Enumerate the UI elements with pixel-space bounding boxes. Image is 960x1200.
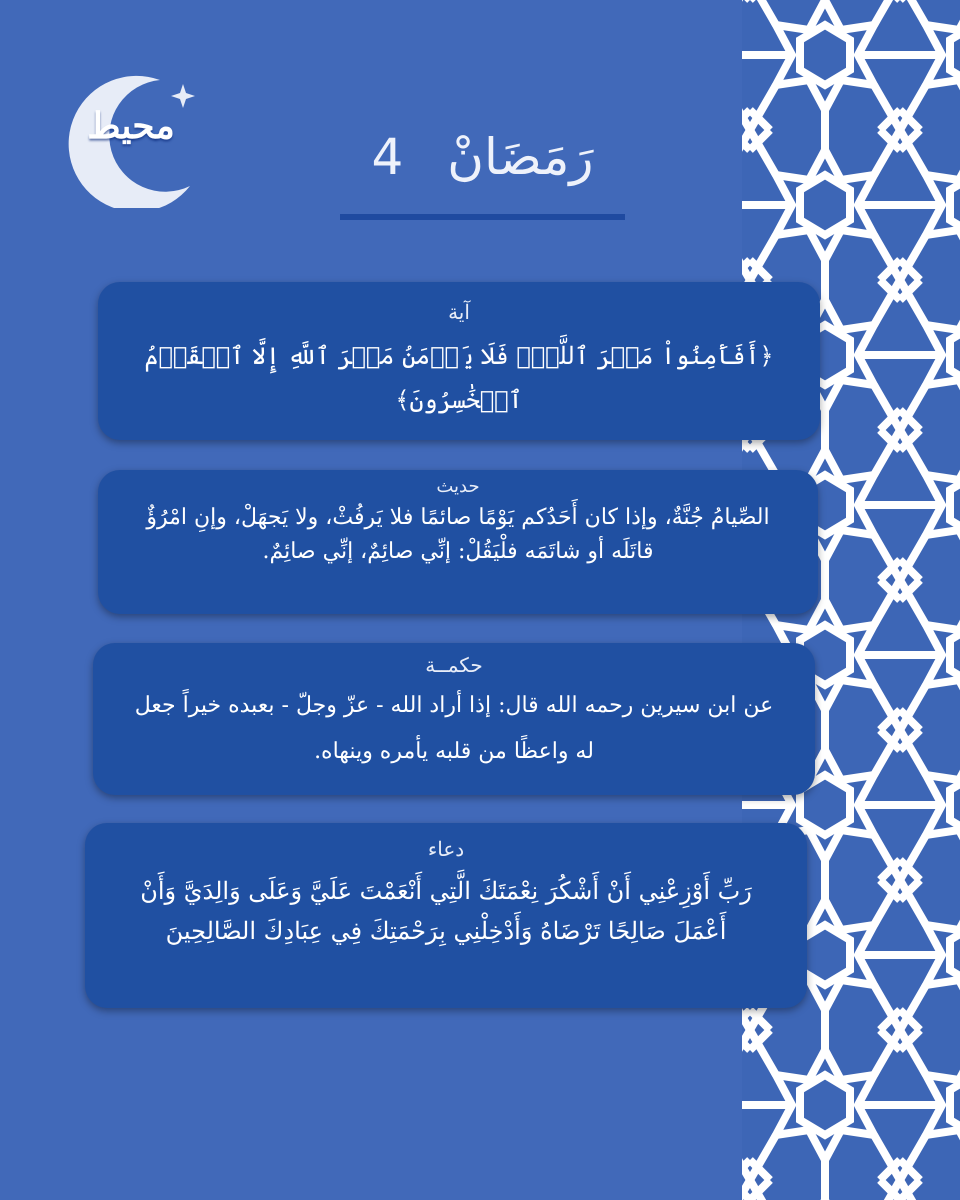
hadith-label: حديث bbox=[436, 476, 480, 497]
logo-text: محيط bbox=[87, 105, 175, 147]
hadith-text: الصِّيامُ جُنَّةٌ، وإذا كان أَحَدُكم يَوْمًا صائمًا فلا يَرفُثْ، ولا يَجهَلْ، وإنِ امْرُؤٌ قاتَلَه أو شاتَمَه فلْيَقُلْ: إنِّي صائِمٌ، إنِّي صائِمٌ. bbox=[146, 505, 770, 564]
day-number: 4 bbox=[371, 128, 404, 186]
hadith-card bbox=[98, 470, 818, 614]
dua-card bbox=[85, 823, 807, 1008]
dua-label: دعاء bbox=[427, 837, 465, 861]
month-name: رَمَضَانْ bbox=[447, 128, 594, 186]
ayah-text: ﴿أَفَأَمِنُواْ مَكۡرَ ٱللَّهِۚ فَلَا يَأۡمَنُ مَكۡرَ ٱللَّهِ إِلَّا ٱلۡقَوۡمُ ٱلۡخَٰسِرُونَ﴾ bbox=[144, 342, 774, 414]
page-title bbox=[340, 128, 625, 186]
hikma-card bbox=[93, 643, 815, 795]
title-underline bbox=[340, 214, 625, 220]
hikma-text: عن ابن سيرين رحمه الله قال: إذا أراد الله - عزّ وجلّ - بعبده خيراً جعل له واعظًا من قلبه يأمره وينهاه. bbox=[134, 693, 774, 764]
ayah-label: آية bbox=[448, 300, 470, 324]
hikma-label: حكمــة bbox=[425, 653, 483, 677]
dua-text: رَبِّ أَوْزِعْنِي أَنْ أَشْكُرَ نِعْمَتَكَ الَّتِي أَنْعَمْتَ عَلَيَّ وَعَلَى وَالِدَيَّ وَأَنْ أَعْمَلَ صَالِحًا تَرْضَاهُ وَأَدْخِلْنِي بِرَحْمَتِكَ فِي عِبَادِكَ الصَّالِحِينَ bbox=[140, 877, 752, 945]
ayah-card bbox=[98, 282, 820, 440]
